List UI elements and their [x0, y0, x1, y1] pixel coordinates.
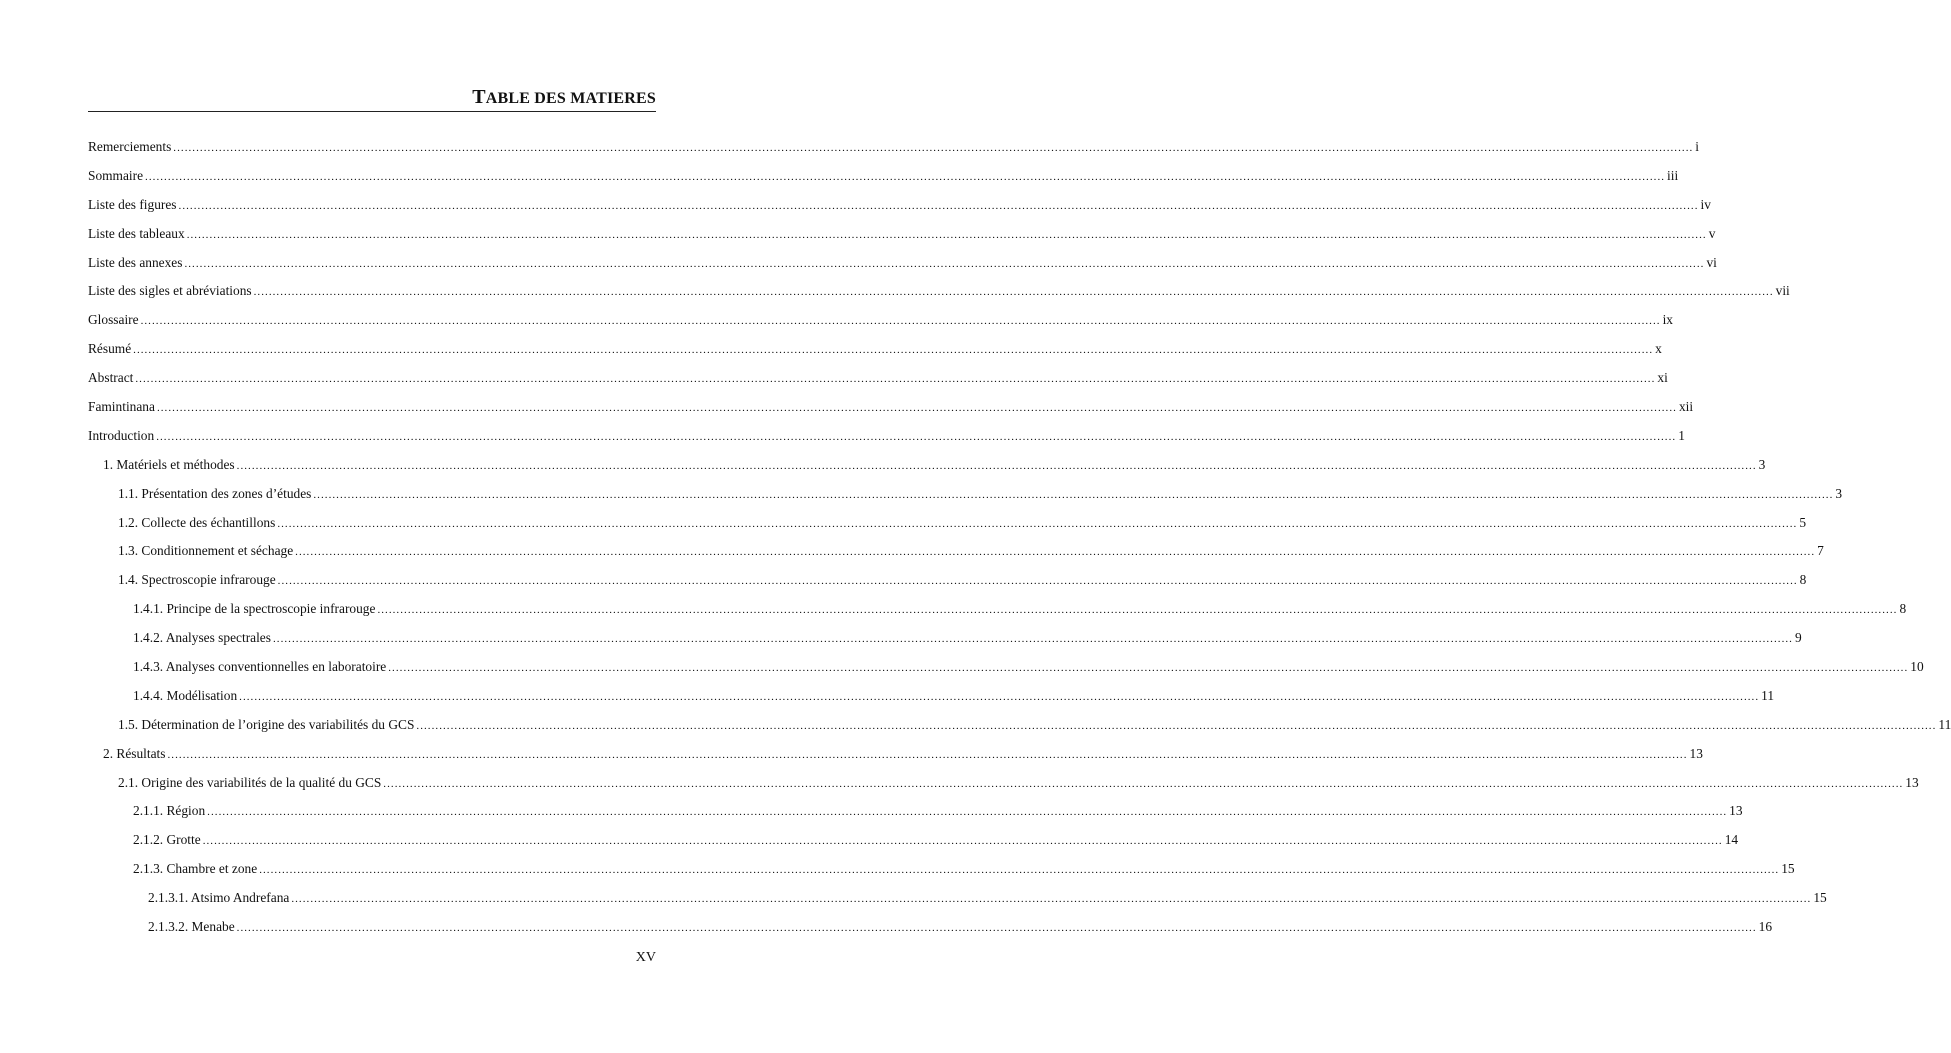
toc-entry[interactable] — [88, 803, 1743, 832]
toc-entry-label: 2.1.3. Chambre et zone — [133, 861, 258, 877]
toc-entry[interactable] — [88, 514, 1807, 544]
toc-entry-page: iii — [1667, 167, 1679, 183]
toc-entry-page: 9 — [1794, 630, 1802, 646]
toc-entry-label: 1. Matériels et méthodes — [103, 456, 235, 472]
toc-entry-page: 15 — [1781, 861, 1795, 877]
toc-entry[interactable] — [88, 716, 1951, 746]
toc-entry-page: 8 — [1799, 572, 1807, 588]
toc-entry[interactable] — [88, 745, 1703, 775]
toc-entry-label: Abstract — [88, 370, 134, 386]
toc-leader-dots: ................................................................................................................................................................................................................................................................................................................................................................................................................ — [291, 893, 1812, 906]
page-number: XV — [635, 950, 656, 965]
toc-leader-dots: ................................................................................................................................................................................................................................................................................................................................................................................................................ — [173, 142, 1694, 154]
toc-leader-dots: ................................................................................................................................................................................................................................................................................................................................................................................................................ — [377, 604, 1898, 617]
toc-entry-label: 2.1.3.2. Menabe — [148, 919, 235, 935]
toc-entry-label: 1.4.3. Analyses conventionnelles en laboratoire — [133, 659, 387, 675]
toc-entry-page: 7 — [1817, 543, 1824, 559]
toc-entry[interactable] — [88, 456, 1766, 486]
toc-entry[interactable] — [88, 572, 1807, 601]
toc-entry[interactable] — [88, 399, 1694, 428]
toc-leader-dots: ................................................................................................................................................................................................................................................................................................................................................................................................................ — [236, 922, 1757, 935]
toc-entry-page: 11 — [1761, 687, 1775, 703]
toc-leader-dots: ................................................................................................................................................................................................................................................................................................................................................................................................................ — [207, 806, 1728, 819]
toc-entry-page: 3 — [1758, 456, 1766, 472]
toc-entry[interactable] — [88, 890, 1827, 919]
toc-leader-dots: ................................................................................................................................................................................................................................................................................................................................................................................................................ — [167, 748, 1688, 761]
toc-entry-label: Liste des annexes — [88, 254, 183, 270]
toc-leader-dots: ................................................................................................................................................................................................................................................................................................................................................................................................................ — [202, 835, 1723, 848]
toc-entry-label: 1.3. Conditionnement et séchage — [118, 543, 294, 559]
toc-leader-dots: ................................................................................................................................................................................................................................................................................................................................................................................................................ — [156, 402, 1677, 415]
toc-entry-page: 16 — [1758, 919, 1773, 935]
toc-entry-label: 2.1.1. Région — [133, 803, 206, 819]
toc-entry[interactable] — [88, 167, 1679, 197]
toc-entry-page: 5 — [1799, 514, 1807, 530]
toc-entry-page: vii — [1775, 283, 1790, 299]
toc-leader-dots: ................................................................................................................................................................................................................................................................................................................................................................................................................ — [145, 170, 1666, 183]
toc-entry-page: x — [1655, 341, 1662, 357]
toc-entry-label: Famintinana — [88, 399, 155, 415]
title-underline — [88, 111, 656, 112]
toc-entry-page: xii — [1678, 399, 1694, 415]
toc-entry-page: vi — [1706, 254, 1717, 270]
toc-entry-label: 2.1. Origine des variabilités de la qualité du GCS — [118, 774, 382, 790]
toc-entry[interactable] — [88, 630, 1802, 659]
toc-leader-dots: ................................................................................................................................................................................................................................................................................................................................................................................................................ — [140, 315, 1661, 328]
toc-leader-dots: ................................................................................................................................................................................................................................................................................................................................................................................................................ — [313, 488, 1834, 501]
table-of-contents — [88, 139, 1951, 948]
toc-entry[interactable] — [88, 427, 1685, 457]
toc-entry-page: ix — [1662, 312, 1673, 328]
toc-entry-label: Glossaire — [88, 312, 139, 328]
toc-entry[interactable] — [88, 861, 1795, 890]
toc-entry[interactable] — [88, 225, 1716, 255]
toc-entry-label: 2.1.2. Grotte — [133, 832, 201, 848]
toc-leader-dots: ................................................................................................................................................................................................................................................................................................................................................................................................................ — [383, 777, 1904, 790]
toc-entry-label: 1.4.1. Principe de la spectroscopie infrarouge — [133, 601, 376, 617]
toc-entry-page: iv — [1700, 196, 1711, 212]
toc-entry[interactable] — [88, 832, 1739, 861]
toc-entry-page: xi — [1657, 370, 1668, 386]
toc-entry[interactable] — [88, 341, 1662, 370]
toc-entry[interactable] — [88, 370, 1668, 399]
toc-entry[interactable] — [88, 139, 1700, 168]
toc-entry[interactable] — [88, 485, 1843, 515]
toc-entry[interactable] — [88, 254, 1717, 284]
page-title-initial: T — [472, 86, 486, 108]
toc-entry-page: 13 — [1905, 774, 1919, 790]
toc-entry[interactable] — [88, 312, 1673, 341]
toc-entry-page: 1 — [1678, 427, 1685, 443]
toc-leader-dots: ................................................................................................................................................................................................................................................................................................................................................................................................................ — [178, 199, 1699, 212]
toc-entry-page: 13 — [1689, 745, 1703, 761]
toc-entry[interactable] — [88, 196, 1711, 226]
toc-entry-page: 11 — [1938, 716, 1951, 732]
toc-leader-dots: ................................................................................................................................................................................................................................................................................................................................................................................................................ — [239, 690, 1760, 703]
toc-leader-dots: ................................................................................................................................................................................................................................................................................................................................................................................................................ — [416, 719, 1937, 732]
toc-entry[interactable] — [88, 601, 1907, 630]
toc-entry-label: Introduction — [88, 427, 155, 443]
toc-leader-dots: ................................................................................................................................................................................................................................................................................................................................................................................................................ — [295, 546, 1816, 559]
toc-leader-dots: ................................................................................................................................................................................................................................................................................................................................................................................................................ — [135, 373, 1656, 386]
toc-leader-dots: ................................................................................................................................................................................................................................................................................................................................................................................................................ — [133, 344, 1654, 357]
toc-leader-dots: ................................................................................................................................................................................................................................................................................................................................................................................................................ — [277, 575, 1798, 588]
toc-entry-label: 1.4.4. Modélisation — [133, 687, 238, 703]
toc-entry[interactable] — [88, 687, 1775, 717]
toc-entry-label: Sommaire — [88, 167, 144, 183]
page-title — [472, 86, 656, 109]
toc-entry-page: 13 — [1729, 803, 1743, 819]
toc-entry-label: 1.4. Spectroscopie infrarouge — [118, 572, 276, 588]
toc-leader-dots: ................................................................................................................................................................................................................................................................................................................................................................................................................ — [272, 633, 1793, 646]
toc-leader-dots: ................................................................................................................................................................................................................................................................................................................................................................................................................ — [253, 286, 1774, 299]
toc-entry-label: 1.5. Détermination de l’origine des variabilités du GCS — [118, 716, 415, 732]
toc-leader-dots: ................................................................................................................................................................................................................................................................................................................................................................................................................ — [259, 864, 1780, 877]
toc-entry[interactable] — [88, 659, 1924, 688]
toc-entry[interactable] — [88, 919, 1773, 948]
toc-leader-dots: ................................................................................................................................................................................................................................................................................................................................................................................................................ — [236, 459, 1757, 472]
toc-leader-dots: ................................................................................................................................................................................................................................................................................................................................................................................................................ — [388, 662, 1909, 675]
toc-entry-label: 1.4.2. Analyses spectrales — [133, 630, 271, 646]
toc-leader-dots: ................................................................................................................................................................................................................................................................................................................................................................................................................ — [277, 517, 1798, 530]
toc-entry[interactable] — [88, 774, 1919, 804]
toc-entry-page: 8 — [1899, 601, 1907, 617]
toc-entry-page: i — [1695, 139, 1700, 154]
toc-entry-label: Liste des tableaux — [88, 225, 185, 241]
toc-entry-label: Résumé — [88, 341, 132, 357]
toc-leader-dots: ................................................................................................................................................................................................................................................................................................................................................................................................................ — [156, 430, 1677, 443]
toc-leader-dots: ................................................................................................................................................................................................................................................................................................................................................................................................................ — [184, 257, 1705, 270]
toc-entry-label: Liste des sigles et abréviations — [88, 283, 252, 299]
toc-entry-label: 2. Résultats — [103, 745, 166, 761]
toc-entry[interactable] — [88, 543, 1824, 572]
toc-entry-page: 14 — [1724, 832, 1739, 848]
toc-entry-label: Remerciements — [88, 139, 172, 154]
toc-entry-label: 1.1. Présentation des zones d’études — [118, 485, 312, 501]
toc-entry-label: 1.2. Collecte des échantillons — [118, 514, 276, 530]
toc-entry-page: 3 — [1835, 485, 1843, 501]
toc-entry-page: v — [1708, 225, 1716, 241]
toc-entry-page: 10 — [1910, 659, 1924, 675]
toc-entry-label: 2.1.3.1. Atsimo Andrefana — [148, 890, 290, 906]
toc-entry-label: Liste des figures — [88, 196, 177, 212]
page-title-rest: ABLE DES MATIERES — [485, 90, 656, 107]
toc-entry-page: 15 — [1813, 890, 1827, 906]
toc-entry[interactable] — [88, 283, 1790, 312]
toc-leader-dots: ................................................................................................................................................................................................................................................................................................................................................................................................................ — [186, 228, 1707, 241]
